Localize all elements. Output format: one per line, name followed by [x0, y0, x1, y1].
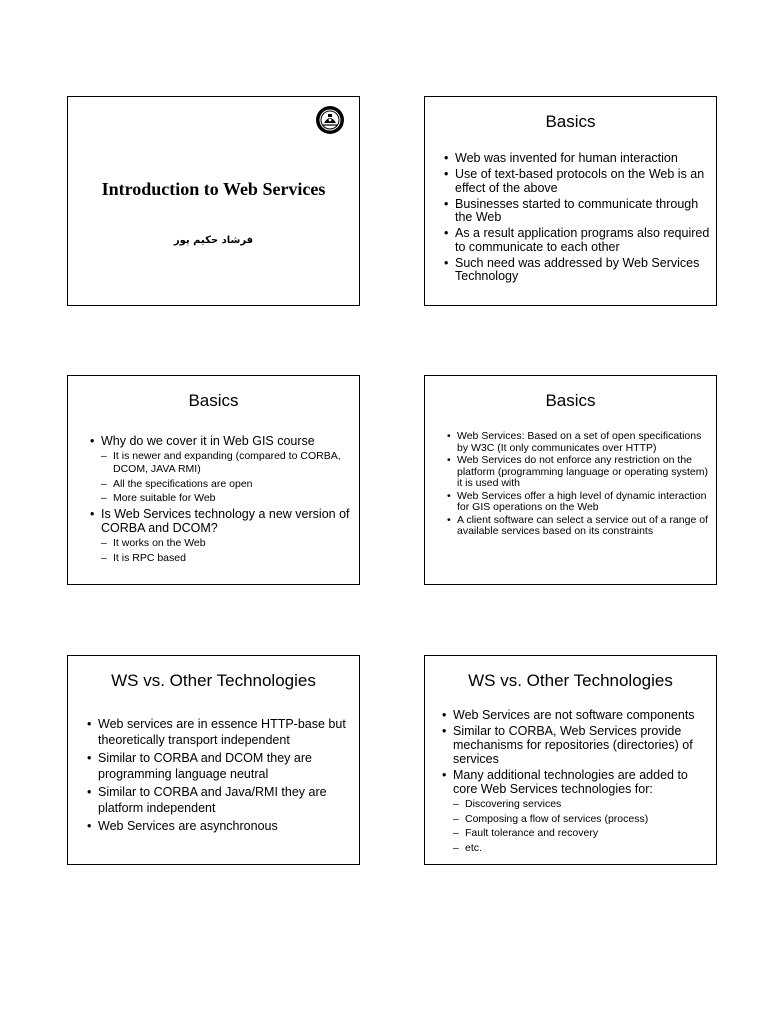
- bullet-item: • Similar to CORBA and Java/RMI they are platform independent: [82, 784, 354, 816]
- bullet-list: [437, 708, 713, 857]
- bullet-item: [85, 507, 355, 565]
- slide-basics-1: [424, 96, 717, 306]
- bullet-item: • Web Services are asynchronous: [82, 818, 354, 834]
- sub-bullet-item: – More suitable for Web: [101, 492, 355, 505]
- bullet-item: • Businesses started to communicate through the Web: [439, 198, 711, 225]
- bullet-list: [85, 434, 355, 567]
- sub-bullet-list: [101, 537, 355, 565]
- bullet-item: • A client software can select a service out of a range of available services based on its constraints: [443, 515, 709, 538]
- slide-ws-vs-other-2: [424, 655, 717, 865]
- slide-basics-2: [67, 375, 360, 585]
- slide-heading: Basics: [545, 391, 596, 410]
- slide-ws-vs-other-1: [67, 655, 360, 865]
- bullet-item: • Such need was addressed by Web Services Technology: [439, 257, 711, 284]
- sub-bullet-list: [101, 450, 355, 505]
- bullet-list: [443, 431, 709, 539]
- bullet-item: • Web Services: Based on a set of open specifications by W3C (It only communicates over HTTP): [443, 431, 709, 454]
- slide-heading: Basics: [545, 112, 596, 131]
- bullet-item: • Similar to CORBA and DCOM they are programming language neutral: [82, 750, 354, 782]
- slide-basics-3: [424, 375, 717, 585]
- sub-bullet-item: – It works on the Web: [101, 537, 355, 550]
- author-name: فرشاد حکیم پور: [173, 235, 254, 246]
- sub-bullet-item: – It is newer and expanding (compared to CORBA, DCOM, JAVA RMI): [101, 450, 355, 476]
- slide-title-page: [67, 96, 360, 306]
- sub-bullet-item: – Fault tolerance and recovery: [453, 826, 713, 841]
- bullet-text: Many additional technologies are added to core Web Services technologies for:: [453, 768, 688, 796]
- bullet-list: [82, 716, 354, 836]
- bullet-item: [437, 768, 713, 855]
- bullet-item: • Web Services are not software components: [437, 708, 713, 722]
- bullet-text: Is Web Services technology a new version of CORBA and DCOM?: [101, 507, 350, 535]
- bullet-item: • Similar to CORBA, Web Services provide mechanisms for repositories (directories) of services: [437, 724, 713, 766]
- bullet-item: • Web was invented for human interaction: [439, 152, 711, 166]
- slide-heading: WS vs. Other Technologies: [111, 671, 316, 690]
- bullet-item: • Use of text-based protocols on the Web is an effect of the above: [439, 168, 711, 195]
- bullet-list: [439, 152, 711, 286]
- bullet-item: • As a result application programs also required to communicate to each other: [439, 227, 711, 254]
- bullet-item: [85, 434, 355, 505]
- presentation-title: Introduction to Web Services: [101, 179, 326, 199]
- sub-bullet-item: – Composing a flow of services (process): [453, 812, 713, 827]
- sub-bullet-item: – It is RPC based: [101, 552, 355, 565]
- sub-bullet-list: [453, 797, 713, 855]
- sub-bullet-item: – etc.: [453, 841, 713, 856]
- bullet-text: Why do we cover it in Web GIS course: [101, 434, 315, 448]
- university-seal-icon: [315, 105, 345, 135]
- bullet-item: • Web Services do not enforce any restriction on the platform (programming language or operating system) it is used with: [443, 455, 709, 490]
- slide-heading: Basics: [188, 391, 239, 410]
- sub-bullet-item: – All the specifications are open: [101, 478, 355, 491]
- sub-bullet-item: – Discovering services: [453, 797, 713, 812]
- bullet-item: • Web Services offer a high level of dynamic interaction for GIS operations on the Web: [443, 491, 709, 514]
- bullet-item: • Web services are in essence HTTP-base but theoretically transport independent: [82, 716, 354, 748]
- slide-heading: WS vs. Other Technologies: [468, 671, 673, 690]
